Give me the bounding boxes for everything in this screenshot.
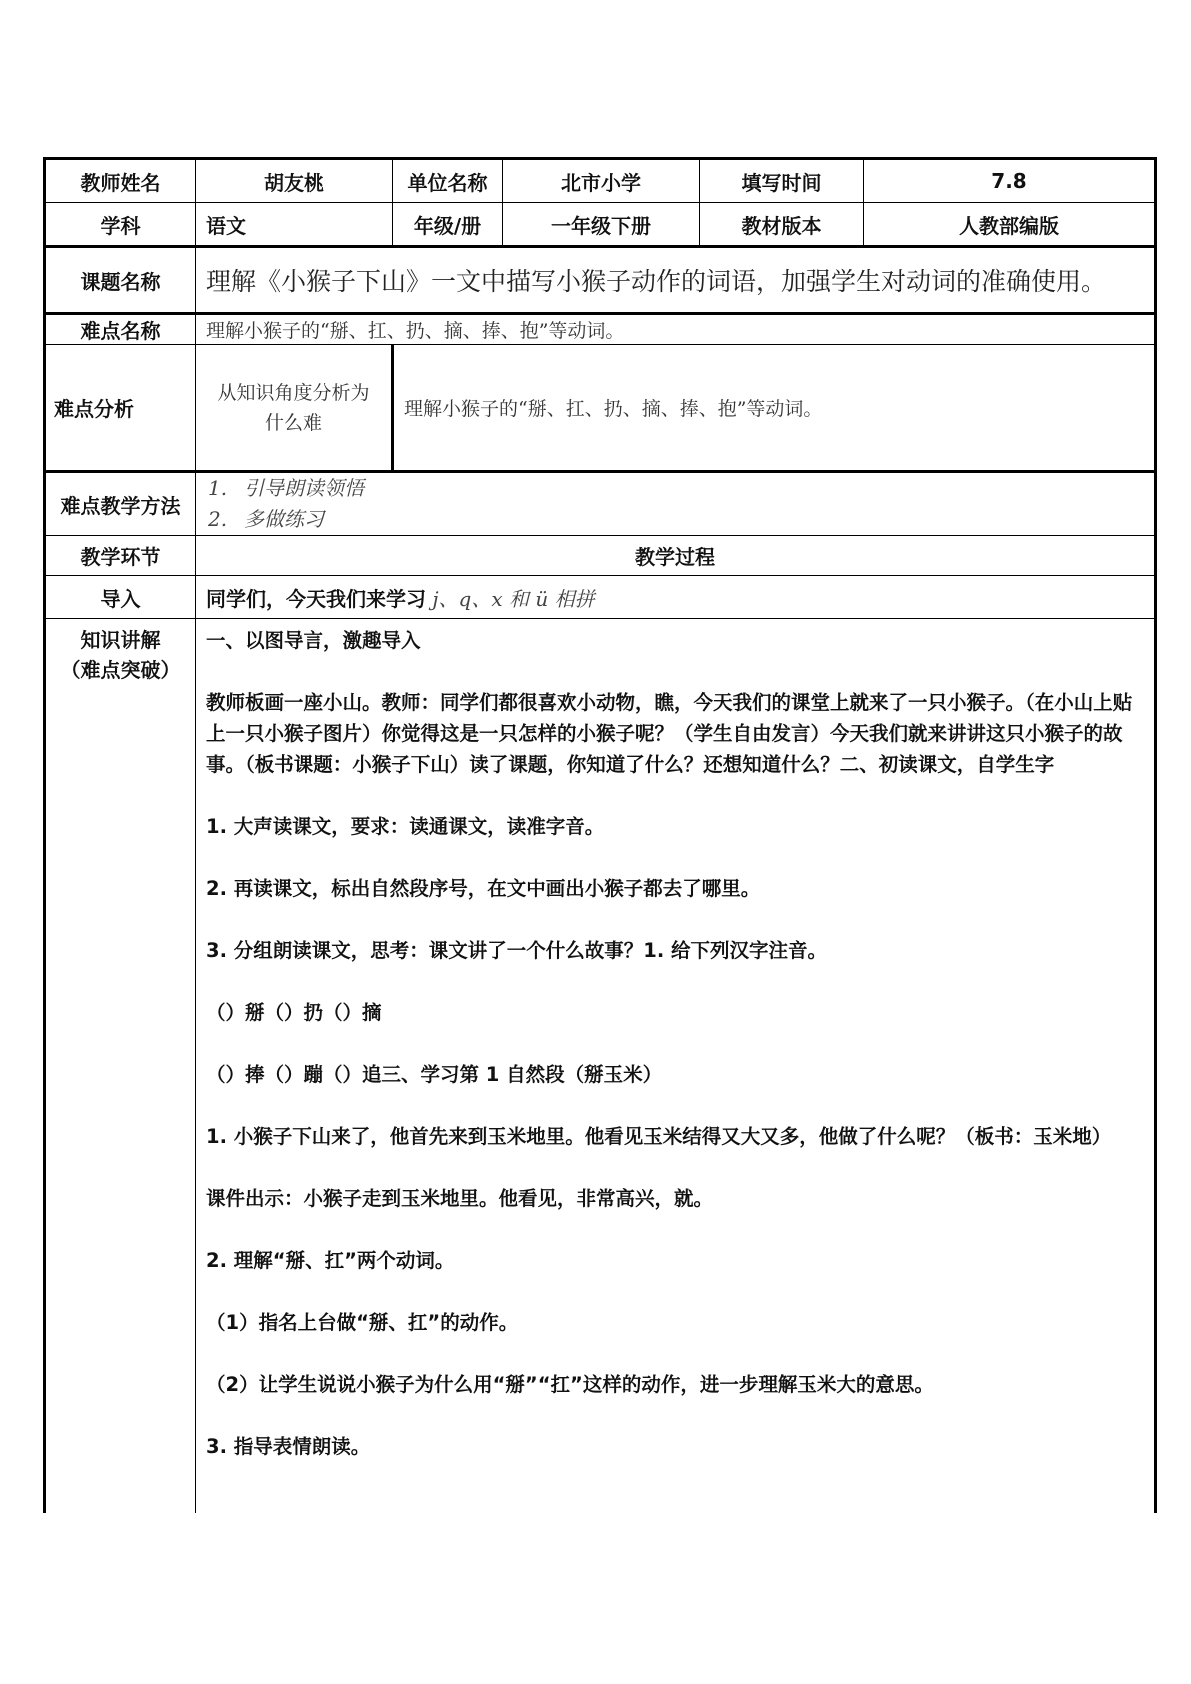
method-item-1: 1. 引导朗读领悟 bbox=[208, 476, 364, 500]
knowledge-paragraph: 1. 大声读课文，要求：读通课文，读准字音。 bbox=[206, 815, 605, 838]
topic-row bbox=[45, 247, 1156, 314]
teacher-value: 胡友桃 bbox=[196, 159, 393, 203]
knowledge-paragraph: 一、以图导言，激趣导入 bbox=[206, 629, 421, 652]
date-label: 填写时间 bbox=[700, 159, 864, 203]
subject-label: 学科 bbox=[45, 203, 196, 247]
teacher-label: 教师姓名 bbox=[45, 159, 196, 203]
process-header-row bbox=[45, 536, 1156, 576]
knowledge-paragraph: 1. 小猴子下山来了，他首先来到玉米地里。他看见玉米结得又大又多，他做了什么呢？（板书：玉米地） bbox=[206, 1125, 1112, 1148]
difficulty-value: 理解小猴子的“掰、扛、扔、摘、捧、抱”等动词。 bbox=[196, 314, 1156, 345]
knowledge-paragraph: 教师板画一座小山。教师：同学们都很喜欢小动物，瞧，今天我们的课堂上就来了一只小猴子。（在小山上贴上一只小猴子图片）你觉得这是一只怎样的小猴子呢？（学生自由发言）今天我们就来讲讲这只小猴子的故事。（板书课题：小猴子下山）读了课题，你知道了什么？还想知道什么？二、初读课文，自学生字 bbox=[206, 691, 1133, 776]
grade-label: 年级/册 bbox=[393, 203, 503, 247]
knowledge-label bbox=[45, 619, 196, 1513]
knowledge-paragraph: 课件出示：小猴子走到玉米地里。他看见，非常高兴，就。 bbox=[206, 1187, 714, 1210]
edition-label: 教材版本 bbox=[700, 203, 864, 247]
intro-text-italic: j、q、x 和 ü 相拼 bbox=[432, 586, 595, 611]
lesson-plan-table bbox=[43, 157, 1157, 1513]
knowledge-label-line2: （难点突破） bbox=[60, 658, 181, 682]
method-row bbox=[45, 472, 1156, 536]
knowledge-paragraph: 3. 指导表情朗读。 bbox=[206, 1435, 371, 1458]
intro-text-bold: 同学们，今天我们来学习 bbox=[206, 586, 426, 611]
knowledge-label-line1: 知识讲解 bbox=[80, 628, 161, 652]
knowledge-paragraph: （）掰（）扔（）摘 bbox=[206, 1001, 382, 1024]
unit-label: 单位名称 bbox=[393, 159, 503, 203]
header-row-2 bbox=[45, 203, 1156, 247]
topic-label: 课题名称 bbox=[45, 247, 196, 314]
analysis-row bbox=[45, 345, 1156, 472]
knowledge-paragraph: 3. 分组朗读课文，思考：课文讲了一个什么故事？1. 给下列汉字注音。 bbox=[206, 939, 828, 962]
process-stage-label: 教学环节 bbox=[45, 536, 196, 576]
knowledge-paragraph: （）捧（）蹦（）追三、学习第 1 自然段（掰玉米） bbox=[206, 1063, 663, 1086]
subject-value: 语文 bbox=[196, 203, 393, 247]
analysis-sub-label: 从知识角度分析为什么难 bbox=[196, 345, 393, 472]
edition-value: 人教部编版 bbox=[864, 203, 1156, 247]
difficulty-label: 难点名称 bbox=[45, 314, 196, 345]
lesson-plan-sheet bbox=[43, 157, 1154, 1513]
method-list bbox=[196, 472, 1156, 536]
analysis-value: 理解小猴子的“掰、扛、扔、摘、捧、抱”等动词。 bbox=[393, 345, 1156, 472]
knowledge-row bbox=[45, 619, 1156, 1513]
knowledge-paragraph: （2）让学生说说小猴子为什么用“掰”“扛”这样的动作，进一步理解玉米大的意思。 bbox=[206, 1373, 934, 1396]
method-label: 难点教学方法 bbox=[45, 472, 196, 536]
method-item-2: 2. 多做练习 bbox=[208, 507, 324, 531]
header-row-1 bbox=[45, 159, 1156, 203]
difficulty-row bbox=[45, 314, 1156, 345]
knowledge-content bbox=[196, 619, 1156, 1513]
knowledge-paragraph: 2. 理解“掰、扛”两个动词。 bbox=[206, 1249, 455, 1272]
date-value: 7.8 bbox=[864, 159, 1156, 203]
topic-value: 理解《小猴子下山》一文中描写小猴子动作的词语，加强学生对动词的准确使用。 bbox=[196, 247, 1156, 314]
knowledge-paragraph: （1）指名上台做“掰、扛”的动作。 bbox=[206, 1311, 519, 1334]
intro-value bbox=[196, 576, 1156, 619]
process-label: 教学过程 bbox=[196, 536, 1156, 576]
intro-label: 导入 bbox=[45, 576, 196, 619]
intro-row bbox=[45, 576, 1156, 619]
knowledge-paragraph: 2. 再读课文，标出自然段序号，在文中画出小猴子都去了哪里。 bbox=[206, 877, 761, 900]
unit-value: 北市小学 bbox=[503, 159, 700, 203]
analysis-label: 难点分析 bbox=[45, 345, 196, 472]
grade-value: 一年级下册 bbox=[503, 203, 700, 247]
